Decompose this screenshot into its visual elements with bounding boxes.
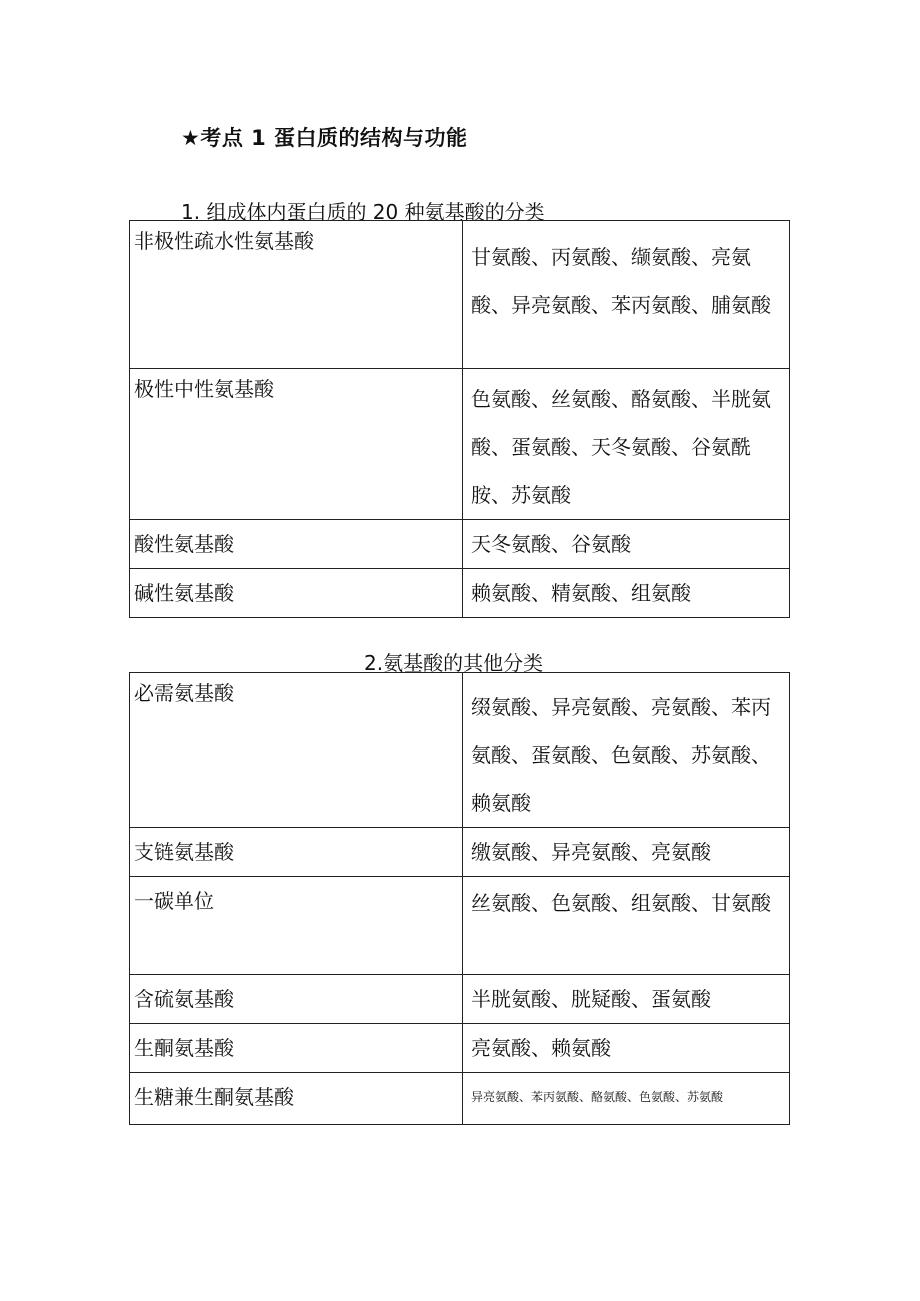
table-row: [130, 877, 790, 975]
table-row: [130, 975, 790, 1024]
members-text: 缀氨酸、异亮氨酸、亮氨酸、苯丙氨酸、蛋氨酸、色氨酸、苏氨酸、赖氨酸: [471, 695, 771, 815]
category-cell: [130, 828, 463, 877]
section-heading: ★考点 1 蛋白质的结构与功能: [181, 126, 468, 150]
category-cell: [130, 1024, 463, 1073]
category-label: 生酮氨基酸: [134, 1036, 234, 1060]
category-label: 极性中性氨基酸: [134, 377, 274, 401]
category-label: 一碳单位: [134, 889, 214, 913]
category-cell: [130, 520, 463, 569]
members-cell: [463, 828, 790, 877]
members-text: 丝氨酸、色氨酸、组氨酸、甘氨酸: [471, 891, 771, 915]
members-cell: [463, 221, 790, 369]
category-cell: [130, 221, 463, 369]
table-row: [130, 569, 790, 618]
members-text: 异亮氨酸、苯丙氨酸、酪氨酸、色氨酸、苏氨酸: [471, 1090, 724, 1104]
table2-caption: 2.氨基酸的其他分类: [364, 651, 544, 675]
category-cell: [130, 877, 463, 975]
members-text: 半胱氨酸、胱疑酸、蛋氨酸: [471, 987, 711, 1011]
members-text: 甘氨酸、丙氨酸、缬氨酸、亮氨酸、异亮氨酸、苯丙氨酸、脯氨酸: [471, 245, 771, 317]
members-text: 赖氨酸、精氨酸、组氨酸: [471, 581, 691, 605]
members-cell: [463, 520, 790, 569]
category-label: 碱性氨基酸: [134, 581, 234, 605]
members-cell: [463, 673, 790, 828]
category-cell: [130, 369, 463, 520]
table-row: [130, 1024, 790, 1073]
amino-acid-other-classification-table: [129, 672, 790, 1125]
members-text: 天冬氨酸、谷氨酸: [471, 532, 631, 556]
category-label: 酸性氨基酸: [134, 532, 234, 556]
table-row: [130, 369, 790, 520]
category-cell: [130, 569, 463, 618]
amino-acid-classification-table: [129, 220, 790, 618]
members-cell: [463, 1073, 790, 1125]
members-cell: [463, 975, 790, 1024]
members-cell: [463, 1024, 790, 1073]
category-label: 必需氨基酸: [134, 681, 234, 705]
members-text: 缴氨酸、异亮氨酸、亮氨酸: [471, 840, 711, 864]
category-label: 支链氨基酸: [134, 840, 234, 864]
category-label: 生糖兼生酮氨基酸: [134, 1085, 294, 1109]
members-text: 色氨酸、丝氨酸、酪氨酸、半胱氨酸、蛋氨酸、天冬氨酸、谷氨酰胺、苏氨酸: [471, 387, 771, 507]
table-row: [130, 1073, 790, 1125]
table-row: [130, 221, 790, 369]
category-label: 含硫氨基酸: [134, 987, 234, 1011]
table-row: [130, 828, 790, 877]
members-cell: [463, 569, 790, 618]
members-cell: [463, 877, 790, 975]
category-cell: [130, 975, 463, 1024]
table-row: [130, 520, 790, 569]
category-cell: [130, 1073, 463, 1125]
table1-caption: 1. 组成体内蛋白质的 20 种氨基酸的分类: [181, 200, 545, 224]
members-cell: [463, 369, 790, 520]
category-label: 非极性疏水性氨基酸: [134, 229, 314, 253]
category-cell: [130, 673, 463, 828]
members-text: 亮氨酸、赖氨酸: [471, 1036, 611, 1060]
table-row: [130, 673, 790, 828]
